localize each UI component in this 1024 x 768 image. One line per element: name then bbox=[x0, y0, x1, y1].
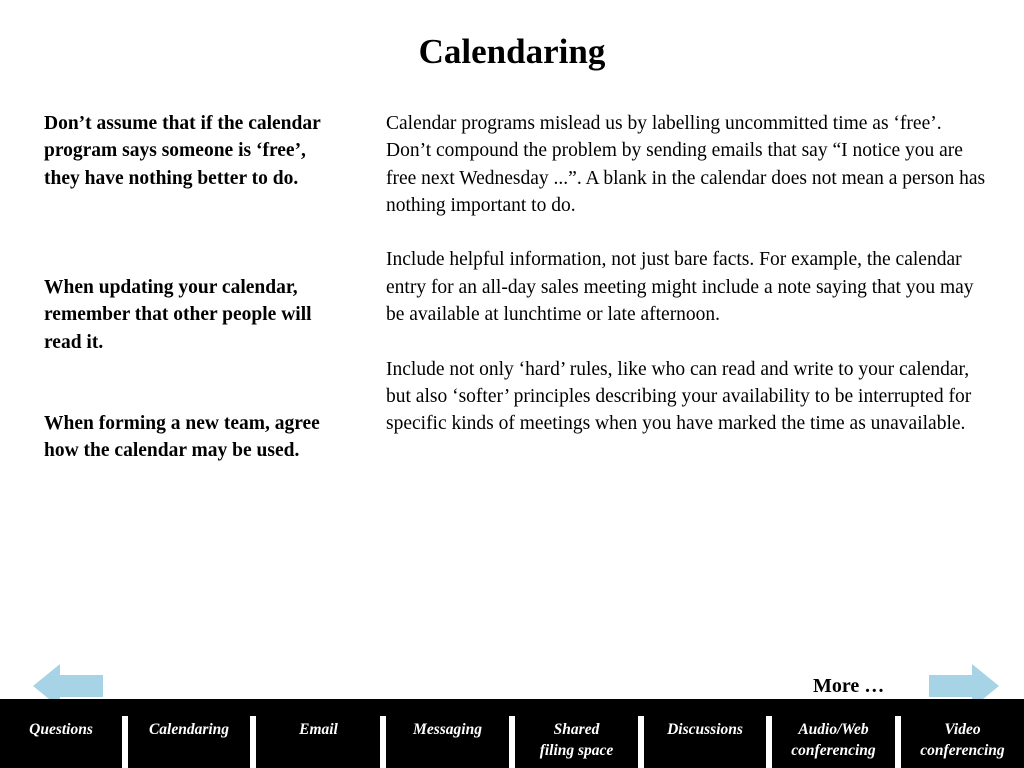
nav-tab-discussions[interactable] bbox=[644, 716, 766, 768]
nav-tab-label: Messaging bbox=[413, 721, 482, 738]
bottom-nav-bar bbox=[0, 699, 1024, 768]
body-paragraph: Include not only ‘hard’ rules, like who can read and write to your calendar, but also ‘softer’ principles describing your availability to be interrupted for specific kinds of meetings when you have marked the time as unavailable. bbox=[386, 358, 972, 435]
nav-tab-label: Email bbox=[299, 721, 338, 738]
nav-tab-questions[interactable] bbox=[0, 716, 122, 768]
nav-tab-label: Audio/Web bbox=[798, 721, 869, 738]
nav-tab-email[interactable] bbox=[257, 716, 380, 768]
body-paragraph: Include helpful information, not just bare facts. For example, the calendar entry for an all-day sales meeting might include a note saying that you may be available at lunchtime or late afternoon. bbox=[386, 249, 974, 326]
nav-tab-label: Discussions bbox=[667, 721, 743, 738]
tip-text: When updating your calendar, remember that other people will read it. bbox=[44, 277, 312, 353]
nav-tab-label: Video bbox=[944, 721, 981, 738]
nav-tab-shared-filing-space[interactable] bbox=[515, 716, 638, 768]
nav-tab-label-line2: conferencing bbox=[920, 742, 1005, 759]
nav-tab-calendaring[interactable] bbox=[128, 716, 250, 768]
nav-tab-video-conferencing[interactable] bbox=[901, 716, 1024, 768]
tip-text: When forming a new team, agree how the calendar may be used. bbox=[44, 413, 320, 462]
body-column bbox=[386, 110, 986, 465]
nav-tab-messaging[interactable] bbox=[386, 716, 509, 768]
nav-separator bbox=[250, 716, 256, 768]
nav-tab-audio-web-conferencing[interactable] bbox=[772, 716, 895, 768]
nav-tab-label: Questions bbox=[29, 721, 93, 738]
body-paragraph: Calendar programs mislead us by labelling uncommitted time as ‘free’. Don’t compound the problem by sending emails that say “I notice you are free next Wednesday ...”. A blank in the calendar does not mean a person has nothing important to do. bbox=[386, 113, 986, 216]
nav-tab-label-line2: filing space bbox=[539, 742, 614, 759]
nav-tab-label-line2: conferencing bbox=[791, 742, 876, 759]
more-link[interactable]: More … bbox=[813, 675, 885, 697]
page-title: Calendaring bbox=[418, 32, 606, 71]
nav-tab-label: Shared bbox=[553, 721, 600, 738]
nav-tab-label: Calendaring bbox=[148, 721, 230, 738]
tip-text: Don’t assume that if the calendar program says someone is ‘free’, they have nothing better to do. bbox=[44, 113, 321, 189]
